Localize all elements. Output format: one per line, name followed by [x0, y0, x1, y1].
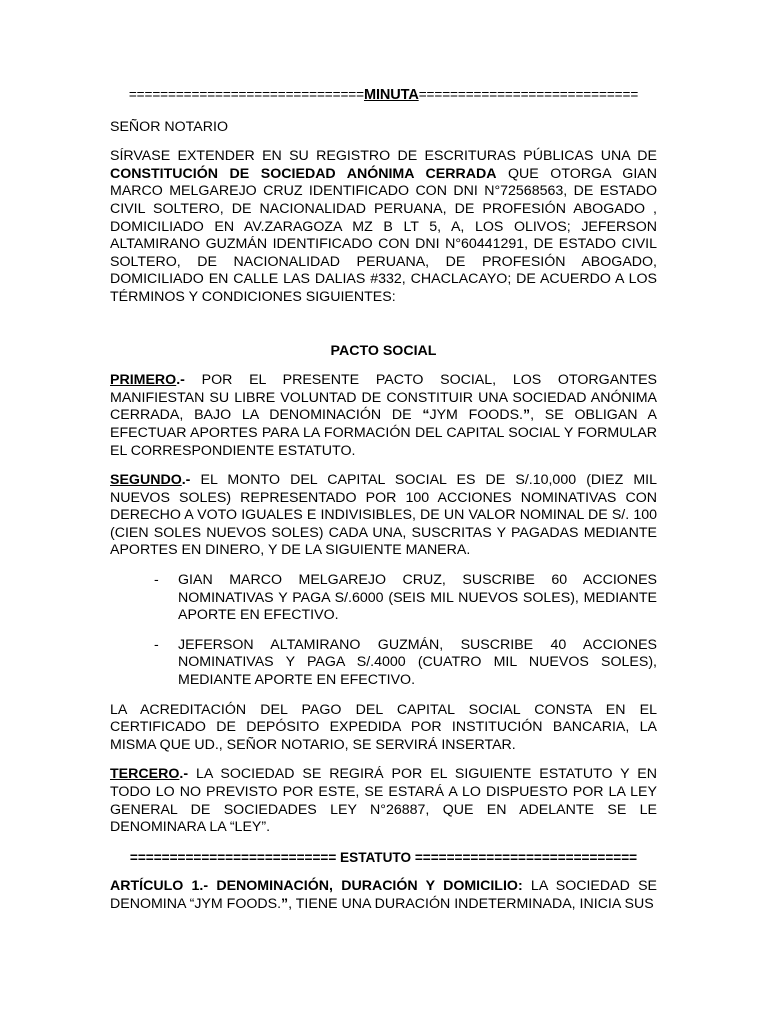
segundo-text: EL MONTO DEL CAPITAL SOCIAL ES DE S/.10,000 (DIEZ MIL NUEVOS SOLES) REPRESENTADO POR 100 ACCIONES NOMINATIVAS CON DERECHO A VOTO IGUALES E INDIVISIBLES, DE UN VALOR NOMINAL DE S/. 100 (CIEN SOLES NUEVOS SOLES) CADA UNA, SUSCRITAS Y PAGADAS MEDIANTE APORTES EN DINERO, Y DE LA SIGUIENTE MANERA.: [110, 472, 657, 559]
list-item: [154, 572, 657, 625]
acreditacion-paragraph: LA ACREDITACIÓN DEL PAGO DEL CAPITAL SOCIAL CONSTA EN EL CERTIFICADO DE DEPÓSITO EXPEDIDA POR INSTITUCIÓN BANCARIA, LA MISMA QUE UD., SEÑOR NOTARIO, SE SERVIRÁ INSERTAR.: [110, 701, 657, 753]
intro-company-type: CONSTITUCIÓN DE SOCIEDAD ANÓNIMA CERRADA: [110, 165, 497, 182]
tercero-label: TERCERO: [110, 766, 180, 783]
articulo-1-text-b: , TIENE UNA DURACIÓN INDETERMINADA, INICIA SUS: [288, 895, 654, 912]
document-page: [110, 86, 657, 926]
intro-text-post: QUE OTORGA GIAN MARCO MELGAREJO CRUZ IDENTIFICADO CON DNI N°72568563, DE ESTADO CIVIL SOLTERO, DE NACIONALIDAD PERUANA, DE PROFESIÓN ABOGADO , DOMICILIADO EN AV.ZARAGOZA MZ B LT 5, A, LOS OLIVOS; JEFERSON ALTAMIRANO GUZMÁN IDENTIFICADO CON DNI N°60441291, DE ESTADO CIVIL SOLTERO, DE NACIONALIDAD PERUANA, DE PROFESIÓN ABOGADO, DOMICILIADO EN CALLE LAS DALIAS #332, CHACLACAYO; DE ACUERDO A LOS TÉRMINOS Y CONDICIONES SIGUIENTES:: [110, 165, 657, 305]
list-item: [154, 636, 657, 690]
intro-paragraph: [110, 148, 657, 306]
list-dash: -: [154, 636, 159, 653]
clause-tercero: [110, 766, 657, 836]
tercero-separator: .-: [179, 766, 189, 783]
articulo-1-text-a: LA SOCIEDAD SE DENOMINA “JYM FOODS.: [110, 878, 657, 912]
clause-primero: [110, 372, 657, 460]
company-name: JYM FOODS.: [429, 407, 523, 424]
intro-text-pre: SÍRVASE EXTENDER EN SU REGISTRO DE ESCRITURAS PÚBLICAS UNA DE: [110, 148, 657, 165]
clause-segundo: [110, 472, 657, 560]
primero-text-b: , SE OBLIGAN A EFECTUAR APORTES PARA LA FORMACIÓN DEL CAPITAL SOCIAL Y FORMULAR EL CORRESPONDIENTE ESTATUTO.: [110, 407, 657, 459]
primero-quote-close: ”: [523, 407, 531, 424]
header-left-rule: ==============================: [128, 87, 364, 102]
primero-label: PRIMERO: [110, 372, 177, 389]
pacto-social-heading: PACTO SOCIAL: [330, 342, 437, 359]
primero-text-a: POR EL PRESENTE PACTO SOCIAL, LOS OTORGANTES MANIFIESTAN SU LIBRE VOLUNTAD DE CONSTITUIR UNA SOCIEDAD ANÓNIMA CERRADA, BAJO LA DENOMINACIÓN DE: [110, 372, 657, 424]
primero-quote-open: “: [422, 407, 430, 424]
articulo-1-quote-close: ”: [281, 895, 289, 912]
segundo-label: SEGUNDO: [110, 472, 182, 489]
aporte-text: GIAN MARCO MELGAREJO CRUZ, SUSCRIBE 60 ACCIONES NOMINATIVAS Y PAGA S/.6000 (SEIS MIL NUEVOS SOLES), MEDIANTE APORTE EN EFECTIVO.: [178, 572, 657, 624]
header-right-rule: ============================: [418, 87, 639, 102]
primero-separator: .-: [176, 372, 185, 389]
articulo-1-label: ARTÍCULO 1.- DENOMINACIÓN, DURACIÓN Y DOMICILIO:: [110, 878, 523, 895]
tercero-text: LA SOCIEDAD SE REGIRÁ POR EL SIGUIENTE ESTATUTO Y EN TODO LO NO PREVISTO POR ESTE, SE ESTARÁ A LO DISPUESTO POR LA LEY GENERAL DE SOCIEDADES LEY N°26887, QUE EN ADELANTE SE LE DENOMINARA LA “LEY”.: [110, 766, 657, 836]
segundo-separator: .-: [181, 472, 191, 489]
aporte-text: JEFERSON ALTAMIRANO GUZMÁN, SUSCRIBE 40 ACCIONES NOMINATIVAS Y PAGA S/.4000 (CUATRO MIL NUEVOS SOLES), MEDIANTE APORTE EN EFECTIVO.: [178, 636, 657, 689]
minuta-header: [110, 86, 657, 105]
document-title: MINUTA: [363, 87, 419, 103]
greeting: SEÑOR NOTARIO: [110, 118, 228, 135]
articulo-1: [110, 878, 657, 913]
estatuto-heading: ========================== ESTATUTO ============================: [129, 849, 638, 865]
list-dash: -: [154, 572, 159, 589]
aportes-list: [110, 572, 657, 690]
